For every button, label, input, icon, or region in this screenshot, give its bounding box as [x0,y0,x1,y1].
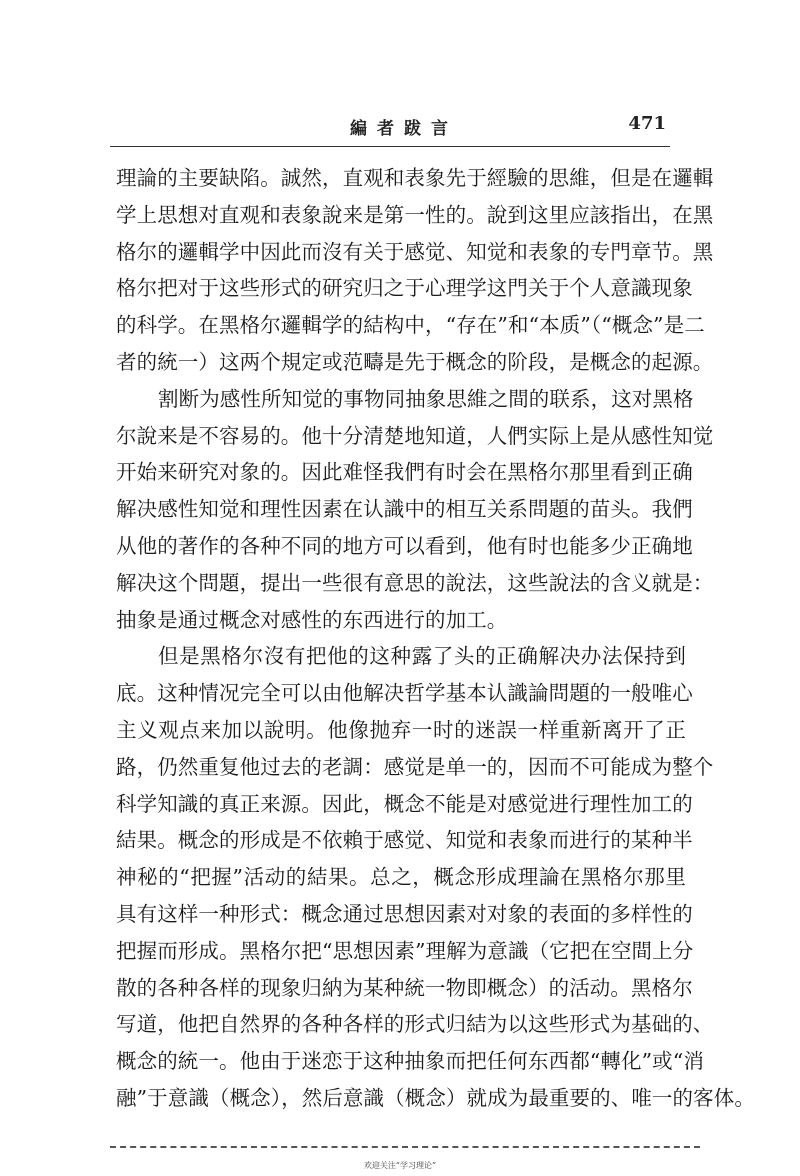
text-line: 学上思想对直观和表象說来是第一性的。說到这里应該指出，在黑 [116,202,714,227]
header-divider [110,146,670,147]
text-line: 格尔把对于这些形式的研究归之于心理学这門关于个人意識现象 [116,276,693,301]
footer-divider [110,1146,700,1148]
footer-note: 欢迎关注“学习理论” [363,1161,437,1170]
text-line: 解决感性知觉和理性因素在认識中的相互关系問題的苗头。我們 [116,497,693,522]
text-line: 路，仍然重复他过去的老調：感觉是单一的，因而不可能成为整个 [116,754,714,779]
text-line: 散的各种各样的现象归納为某种統一物即概念）的活动。黑格尔 [116,975,693,1000]
text-line: 从他的著作的各种不同的地方可以看到，他有时也能多少正确地 [116,533,693,558]
text-line: 把握而形成。黑格尔把“思想因素”理解为意識（它把在空間上分 [116,938,694,963]
paragraph-2 [116,381,714,639]
page-number: 471 [628,113,666,134]
text-line: 抽象是通过概念对感性的东西进行的加工。 [116,607,508,632]
text-line: 者的統一）这两个規定或范疇是先于概念的阶段，是概念的起源。 [116,349,714,374]
text-line: 理論的主要缺陷。誠然，直观和表象先于經驗的思維，但是在邏輯 [116,166,714,190]
text-line: 概念的統一。他由于迷恋于这种抽象而把任何东西都“轉化”或“消 [116,1049,704,1074]
text-line: 結果。概念的形成是不依賴于感觉、知觉和表象而进行的某种半 [116,828,693,853]
text-line: 开始来研究对象的。因此难怪我們有时会在黑格尔那里看到正确 [116,460,693,485]
paragraph-1 [116,160,714,381]
running-title: 編者跋言 [350,119,458,139]
text-line: 解决这个問題，提出一些很有意思的說法，这些說法的含义就是： [116,570,714,595]
text-line: 割断为感性所知觉的事物同抽象思維之間的联系，这对黑格 [158,386,694,411]
text-line: 神秘的“把握”活动的結果。总之，概念形成理論在黑格尔那里 [116,865,686,890]
text-line: 写道，他把自然界的各种各样的形式归結为以这些形式为基础的、 [116,1012,714,1037]
text-line: 科学知識的真正来源。因此，概念不能是对感觉进行理性加工的 [116,791,693,816]
text-line: 格尔的邏輯学中因此而沒有关于感觉、知觉和表象的专門章节。黑 [116,239,714,264]
text-line: 融”于意識（概念），然后意識（概念）就成为最重要的、唯一的客体。 [116,1085,755,1110]
text-line: 具有这样一种形式：概念通过思想因素对对象的表面的多样性的 [116,901,693,926]
text-line: 主义观点来加以說明。他像抛弃一时的迷誤一样重新离开了正 [116,717,686,742]
text-line: 底。这种情况完全可以由他解决哲学基本认識論問題的一般唯心 [116,681,693,706]
text-line: 的科学。在黑格尔邏輯学的結构中，“存在”和“本质”（“概念”是二 [116,313,705,338]
text-line: 尔說来是不容易的。他十分清楚地知道，人們实际上是从感性知觉 [116,423,714,448]
body-text [116,160,755,1117]
paragraph-3 [116,638,755,1116]
text-line: 但是黑格尔沒有把他的这种露了头的正确解决办法保持到 [158,644,686,669]
running-header [110,110,670,140]
